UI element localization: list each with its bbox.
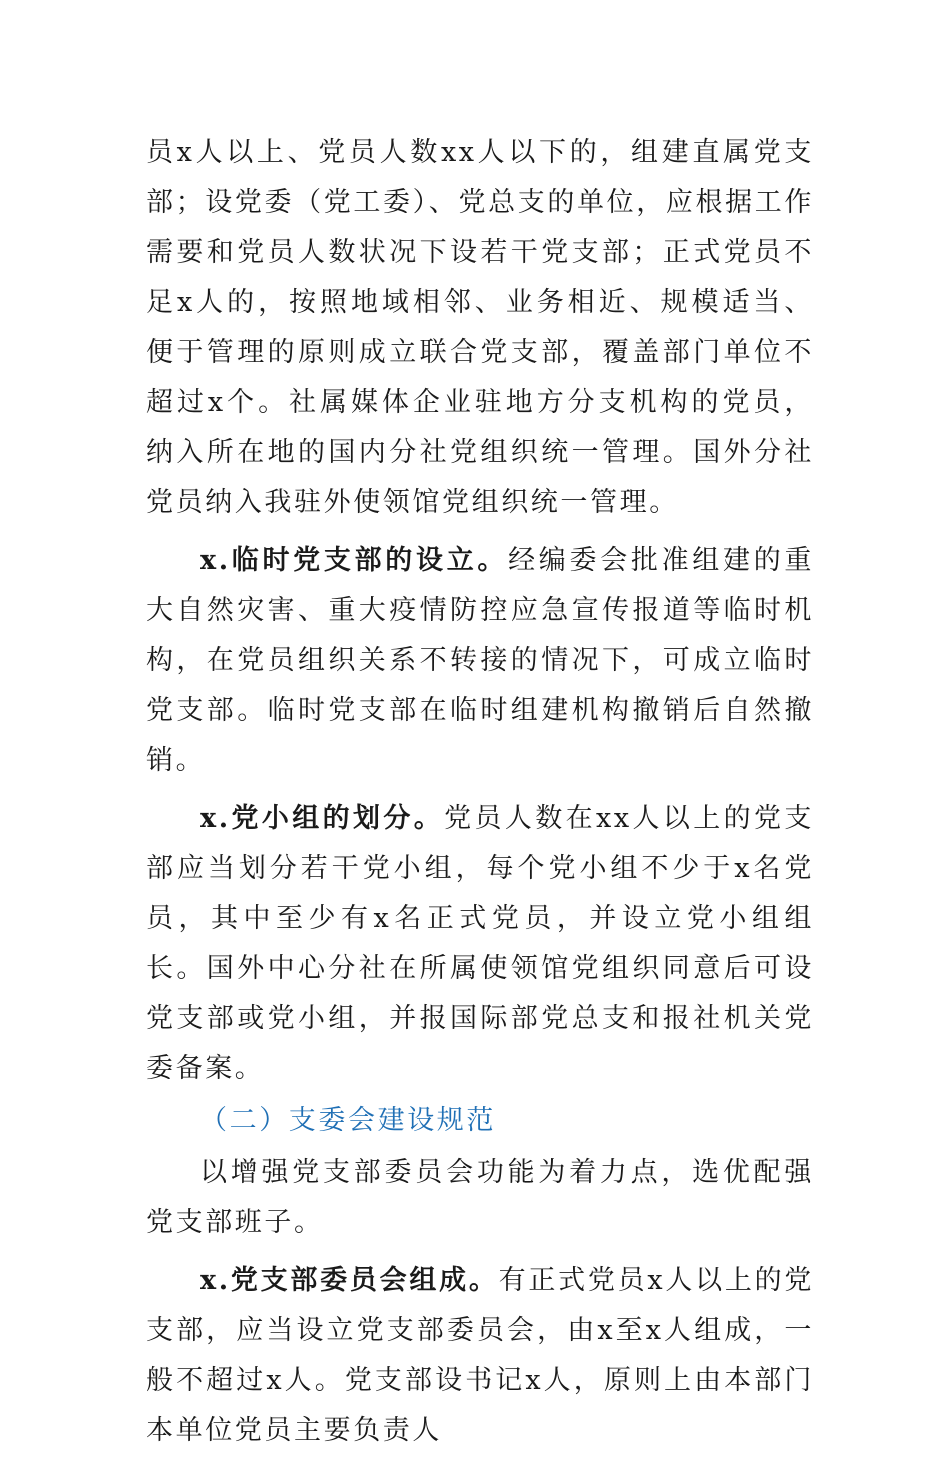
paragraph-committee — [146, 1256, 814, 1456]
paragraph-party-group — [146, 794, 814, 1094]
paragraph-text: 经编委会批准组建的重大自然灾害、重大疫情防控应急宣传报道等临时机构，在党员组织关系不转接的情况下，可成立临时党支部。临时党支部在临时组建机构撤销后自然撤销。 — [146, 545, 814, 776]
paragraph-lead: x.临时党支部的设立。 — [200, 545, 509, 576]
paragraph-text: 有正式党员x人以上的党支部，应当设立党支部委员会，由x至x人组成，一般不超过x人。党支部设书记x人，原则上由本部门本单位党员主要负责人 — [146, 1265, 814, 1446]
paragraph-branch-setup — [146, 128, 814, 528]
section-heading: （二）支委会建设规范 — [200, 1105, 496, 1136]
paragraph-text: 党员人数在xx人以上的党支部应当划分若干党小组，每个党小组不少于x名党员，其中至少有x名正式党员，并设立党小组组长。国外中心分社在所属使领馆党组织同意后可设党支部或党小组，并报国际部党总支和报社机关党委备案。 — [146, 803, 814, 1084]
paragraph-text: 员x人以上、党员人数xx人以下的，组建直属党支部；设党委（党工委）、党总支的单位，应根据工作需要和党员人数状况下设若干党支部；正式党员不足x人的，按照地域相邻、业务相近、规模适当、便于管理的原则成立联合党支部，覆盖部门单位不超过x个。社属媒体企业驻地方分支机构的党员，纳入所在地的国内分社党组织统一管理。国外分社党员纳入我驻外使领馆党组织统一管理。 — [146, 137, 814, 518]
paragraph-lead: x.党支部委员会组成。 — [200, 1265, 499, 1296]
paragraph-lead: x.党小组的划分。 — [200, 803, 445, 834]
section-intro: 以增强党支部委员会功能为着力点，选优配强党支部班子。 — [146, 1157, 814, 1238]
paragraph-temporary-branch — [146, 536, 814, 786]
document-page — [146, 128, 814, 1458]
